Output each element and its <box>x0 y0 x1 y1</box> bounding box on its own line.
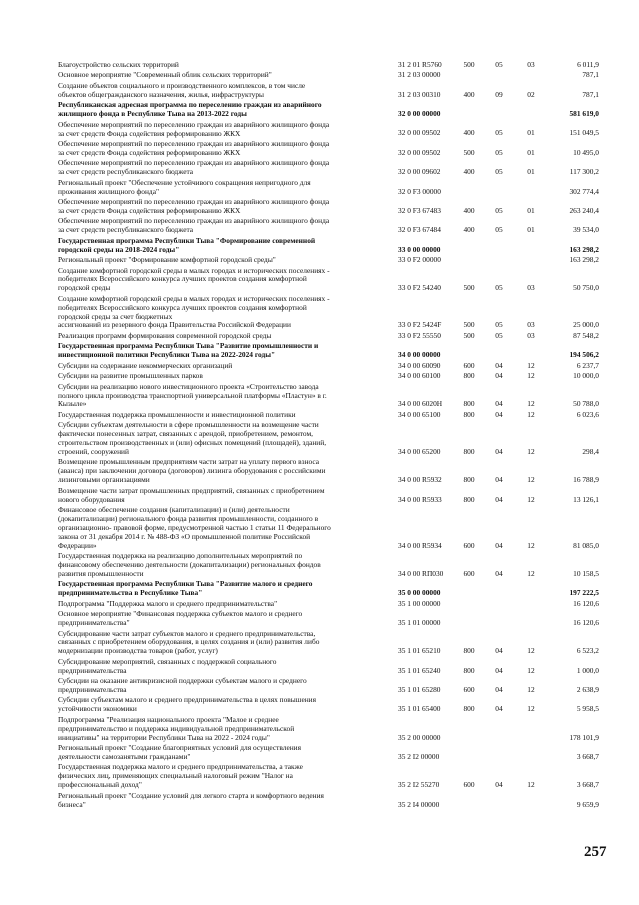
row-subsection: 12 <box>527 399 535 409</box>
row-code: 32 0 F3 67483 <box>398 205 441 215</box>
table-row <box>0 267 639 294</box>
row-name <box>58 658 391 676</box>
row-code: 35 2 I2 55270 <box>398 780 440 790</box>
row-expense-type: 800 <box>463 371 475 381</box>
row-section: 09 <box>495 89 503 99</box>
row-name-line: Государственная программа Республики Тыва "Развитие промышленности и <box>58 341 319 351</box>
row-name <box>58 140 391 158</box>
row-name-line: предпринимательства" <box>58 618 130 628</box>
row-name <box>58 362 391 371</box>
row-name-line: закона от 31 декабря 2014 г. № 488-ФЗ «О промышленной политике Российской <box>58 531 311 541</box>
row-code: 35 1 01 00000 <box>398 618 441 628</box>
row-name <box>58 101 391 119</box>
row-expense-type: 400 <box>463 89 475 99</box>
row-sum: 50 788,0 <box>573 399 599 409</box>
row-name-line: строений, сооружений <box>58 447 129 457</box>
row-section: 05 <box>495 60 503 69</box>
row-section: 05 <box>495 320 503 330</box>
row-name <box>58 82 391 100</box>
row-subsection: 12 <box>527 540 535 550</box>
row-name-line: нового оборудования <box>58 494 125 504</box>
table-row <box>0 658 639 676</box>
row-name <box>58 600 391 609</box>
row-code: 31 2 03 00310 <box>398 89 441 99</box>
row-name-line: Субсидии на развитие промышленных парков <box>58 371 203 381</box>
row-expense-type: 500 <box>463 60 475 69</box>
row-name-line: Создание комфортной городской среды в малых городах и исторических поселениях - <box>58 293 330 303</box>
row-name <box>58 744 391 762</box>
row-name-line: за счет средств Фонда содействия реформированию ЖКХ <box>58 128 241 138</box>
row-name <box>58 763 391 790</box>
row-expense-type: 800 <box>463 704 475 714</box>
row-code: 34 0 00 65100 <box>398 409 441 419</box>
row-name <box>58 179 391 197</box>
row-name <box>58 61 391 70</box>
row-name-line: объектов общегражданского назначения, жилья, инфраструктуры <box>58 89 265 99</box>
row-code: 32 0 F3 00000 <box>398 186 441 196</box>
row-name-line: строительством производственных и (или) офисных помещений (площадей), зданий, <box>58 438 327 448</box>
row-sum: 9 659,9 <box>576 799 599 809</box>
row-name-line: Государственная поддержка малого и среднего предпринимательства, а также <box>58 762 303 772</box>
row-name <box>58 372 391 381</box>
table-row <box>0 332 639 341</box>
row-code: 34 0 00 6020Н <box>398 399 443 409</box>
row-name-line: устойчивости экономики <box>58 704 137 714</box>
row-name-line: инвестиционной политики Республики Тыва на 2022-2024 годы" <box>58 350 276 360</box>
row-name <box>58 506 391 551</box>
row-section: 04 <box>495 494 503 504</box>
page-number: 257 <box>584 844 607 860</box>
row-name-line: организационно- правовой форме, предусмотренной частью 1 статьи 11 Федерального <box>58 522 331 532</box>
row-sum: 16 120,6 <box>573 598 599 608</box>
table-row <box>0 610 639 628</box>
row-code: 32 0 00 09602 <box>398 167 441 177</box>
row-name <box>58 121 391 139</box>
row-code: 34 0 00 RП030 <box>398 568 444 578</box>
row-sum: 50 750,0 <box>573 283 599 293</box>
row-section: 05 <box>495 205 503 215</box>
row-name <box>58 332 391 341</box>
row-name-line: Региональный проект "Создание благоприятных условий для осуществления <box>58 743 302 753</box>
row-expense-type: 600 <box>463 568 475 578</box>
table-row <box>0 61 639 70</box>
row-name-line: фактически понесенных затрат, связанных с арендой, приобретением, ремонтом, <box>58 429 313 439</box>
row-name <box>58 159 391 177</box>
row-code: 32 0 00 00000 <box>398 109 441 119</box>
row-code: 35 2 00 00000 <box>398 732 441 742</box>
row-code: 31 2 01 R5760 <box>398 60 442 69</box>
row-code: 34 0 00 R5932 <box>398 475 442 485</box>
row-code: 31 2 03 00000 <box>398 70 441 80</box>
row-section: 05 <box>495 330 503 340</box>
row-subsection: 12 <box>527 371 535 381</box>
row-sum: 10 158,5 <box>573 568 599 578</box>
row-subsection: 12 <box>527 409 535 419</box>
table-row <box>0 600 639 609</box>
row-name <box>58 256 391 265</box>
row-name-line: (аванса) при заключении договора (договоров) лизинга оборудования с российскими <box>58 466 326 476</box>
row-expense-type: 600 <box>463 540 475 550</box>
row-name <box>58 458 391 485</box>
table-row <box>0 677 639 695</box>
row-expense-type: 800 <box>463 665 475 675</box>
row-section: 04 <box>495 399 503 409</box>
row-section: 04 <box>495 540 503 550</box>
row-subsection: 03 <box>527 60 535 69</box>
row-name-line: Подпрограмма "Реализация национального проекта "Малое и среднее <box>58 714 279 724</box>
row-code: 35 1 01 65400 <box>398 704 441 714</box>
row-name-line: проживания жилищного фонда" <box>58 186 159 196</box>
row-code: 35 1 01 65240 <box>398 665 441 675</box>
row-code: 33 0 F2 54240 <box>398 283 441 293</box>
row-expense-type: 500 <box>463 283 475 293</box>
row-sum: 2 638,9 <box>576 684 599 694</box>
row-name-line: Субсидирование мероприятий, связанных с поддержкой социального <box>58 656 277 666</box>
row-name <box>58 217 391 235</box>
row-name-line: Основное мероприятие "Финансовая поддержка субъектов малого и среднего <box>58 609 303 619</box>
row-code: 35 1 01 65210 <box>398 646 441 656</box>
row-sum: 6 023,6 <box>576 409 599 419</box>
table-row <box>0 487 639 505</box>
row-name-line: за счет средств Фонда содействия реформированию ЖКХ <box>58 205 241 215</box>
row-section: 05 <box>495 167 503 177</box>
row-expense-type: 500 <box>463 320 475 330</box>
row-code: 33 0 00 00000 <box>398 244 441 254</box>
row-expense-type: 400 <box>463 167 475 177</box>
table-row <box>0 630 639 657</box>
row-sum: 151 049,5 <box>569 128 599 138</box>
row-code: 32 0 00 09502 <box>398 147 441 157</box>
row-name-line: Создание комфортной городской среды в малых городах и исторических поселениях - <box>58 265 330 275</box>
row-sum: 178 101,9 <box>569 732 599 742</box>
row-name-line: Государственная поддержка на реализацию дополнительных мероприятий по <box>58 551 303 561</box>
row-code: 33 0 F2 00000 <box>398 255 441 265</box>
row-name-line: Обеспечение мероприятий по переселению граждан из аварийного жилищного фонда <box>58 197 330 206</box>
table-row <box>0 71 639 80</box>
row-section: 04 <box>495 568 503 578</box>
row-sum: 81 085,0 <box>573 540 599 550</box>
table-row <box>0 140 639 158</box>
row-expense-type: 800 <box>463 494 475 504</box>
row-name <box>58 421 391 457</box>
row-sum: 194 506,2 <box>569 350 599 360</box>
table-row <box>0 383 639 410</box>
row-code: 34 0 00 00000 <box>398 350 441 360</box>
row-name-line: деятельности самозанятыми гражданами" <box>58 751 191 761</box>
row-name <box>58 198 391 216</box>
row-name <box>58 792 391 810</box>
row-name <box>58 610 391 628</box>
row-subsection: 03 <box>527 330 535 340</box>
row-sum: 3 668,7 <box>576 780 599 790</box>
row-name <box>58 342 391 360</box>
row-name-line: Финансовое обеспечение создания (капитализации) и (или) деятельности <box>58 505 290 515</box>
row-name-line: городской среды <box>58 283 111 293</box>
row-name-line: бизнеса" <box>58 799 86 809</box>
row-section: 04 <box>495 371 503 381</box>
row-section: 04 <box>495 360 503 370</box>
row-section: 04 <box>495 475 503 485</box>
table-row <box>0 716 639 743</box>
row-name-line: Государственная программа Республики Тыва "Развитие малого и среднего <box>58 579 313 589</box>
row-name-line: за счет средств республиканского бюджета <box>58 167 194 177</box>
row-name <box>58 267 391 294</box>
row-subsection: 03 <box>527 320 535 330</box>
row-code: 35 2 I2 00000 <box>398 751 440 761</box>
row-subsection: 12 <box>527 684 535 694</box>
row-sum: 87 548,2 <box>573 330 599 340</box>
row-subsection: 01 <box>527 128 535 138</box>
row-name-line: модернизации производства товаров (работ, услуг) <box>58 646 218 656</box>
row-name-line: финансовому обеспечению деятельности (докапитализации) региональных фондов <box>58 560 321 569</box>
row-expense-type: 800 <box>463 399 475 409</box>
row-sum: 163 298,2 <box>569 244 599 254</box>
table-row <box>0 82 639 100</box>
table-row <box>0 159 639 177</box>
row-sum: 163 298,2 <box>569 255 599 265</box>
row-expense-type: 800 <box>463 475 475 485</box>
row-name-line: Региональный проект "Обеспечение устойчивого сокращения непригодного для <box>58 177 311 187</box>
row-name-line: лизинговыми организациями <box>58 475 150 485</box>
row-code: 34 0 00 R5934 <box>398 540 442 550</box>
row-sum: 1 000,0 <box>576 665 599 675</box>
row-sum: 6 523,2 <box>576 646 599 656</box>
table-row <box>0 411 639 420</box>
table-row <box>0 237 639 255</box>
row-code: 33 0 F2 5424F <box>398 320 442 330</box>
row-code: 34 0 00 60100 <box>398 371 441 381</box>
table-row <box>0 256 639 265</box>
row-name <box>58 237 391 255</box>
table-row <box>0 121 639 139</box>
row-name-line: Республиканская адресная программа по переселению граждан из аварийного <box>58 100 322 110</box>
row-name <box>58 716 391 743</box>
row-name-line: Основное мероприятие "Современный облик сельских территорий" <box>58 70 272 80</box>
row-name <box>58 677 391 695</box>
row-name-line: Федерации» <box>58 540 97 550</box>
row-sum: 581 619,0 <box>569 109 599 119</box>
row-name-line: городской среды за счет бюджетных <box>58 311 173 321</box>
row-name-line: Субсидии субъектам деятельности в сфере промышленности на возмещение части <box>58 420 319 430</box>
row-name-line: Создание объектов социального и производственного комплексов, в том числе <box>58 80 306 90</box>
row-code: 33 0 F2 55550 <box>398 330 441 340</box>
row-subsection: 12 <box>527 475 535 485</box>
row-name-line: связанных с приобретением оборудования, в целях создания и (или) развития либо <box>58 637 320 647</box>
row-name-line: Обеспечение мероприятий по переселению граждан из аварийного жилищного фонда <box>58 216 330 226</box>
row-name-line: Субсидии субъектам малого и среднего предпринимательства в целях повышения <box>58 695 317 705</box>
row-code: 32 0 F3 67484 <box>398 225 441 235</box>
row-name-line: Благоустройство сельских территорий <box>58 60 179 69</box>
row-section: 04 <box>495 780 503 790</box>
row-sum: 117 300,2 <box>569 167 599 177</box>
row-code: 34 0 00 65200 <box>398 446 441 456</box>
table-row <box>0 362 639 371</box>
row-sum: 6 011,9 <box>577 60 599 69</box>
row-expense-type: 800 <box>463 646 475 656</box>
row-subsection: 12 <box>527 780 535 790</box>
row-name-line: Обеспечение мероприятий по переселению граждан из аварийного жилищного фонда <box>58 138 330 148</box>
row-name-line: Субсидии на содержание некоммерческих организаций <box>58 360 233 370</box>
row-sum: 13 126,1 <box>573 494 599 504</box>
row-code: 32 0 00 09502 <box>398 128 441 138</box>
row-subsection: 12 <box>527 646 535 656</box>
row-section: 04 <box>495 704 503 714</box>
row-section: 05 <box>495 283 503 293</box>
row-code: 35 0 00 00000 <box>398 588 441 598</box>
row-expense-type: 400 <box>463 225 475 235</box>
row-subsection: 01 <box>527 205 535 215</box>
row-name <box>58 411 391 420</box>
table-row <box>0 580 639 598</box>
row-sum: 25 000,0 <box>573 320 599 330</box>
row-expense-type: 400 <box>463 205 475 215</box>
row-sum: 16 120,6 <box>573 618 599 628</box>
table-row <box>0 342 639 360</box>
row-sum: 5 958,5 <box>576 704 599 714</box>
row-name-line: Обеспечение мероприятий по переселению граждан из аварийного жилищного фонда <box>58 119 330 129</box>
row-sum: 197 222,5 <box>569 588 599 598</box>
row-subsection: 01 <box>527 225 535 235</box>
row-name <box>58 552 391 579</box>
row-name-line: городской среды на 2018-2024 годы" <box>58 244 180 254</box>
row-subsection: 12 <box>527 494 535 504</box>
row-name-line: (докапитализации) регионального фонда развития промышленности, созданного в <box>58 513 319 523</box>
row-name-line: Региональный проект "Создание условий для легкого старта и комфортного ведения <box>58 790 324 800</box>
row-expense-type: 800 <box>463 446 475 456</box>
row-section: 05 <box>495 147 503 157</box>
table-row <box>0 696 639 714</box>
row-sum: 16 788,9 <box>573 475 599 485</box>
row-name <box>58 630 391 657</box>
table-row <box>0 217 639 235</box>
row-name-line: предпринимательство и поддержка индивидуальной предпринимательской <box>58 723 295 733</box>
row-section: 04 <box>495 646 503 656</box>
row-sum: 263 240,4 <box>569 205 599 215</box>
row-code: 34 0 00 60090 <box>398 360 441 370</box>
row-name-line: за счет средств республиканского бюджета <box>58 225 194 235</box>
table-row <box>0 552 639 579</box>
row-subsection: 03 <box>527 283 535 293</box>
row-name-line: предпринимательства <box>58 665 127 675</box>
row-expense-type: 500 <box>463 147 475 157</box>
row-name-line: Кызыле» <box>58 399 87 409</box>
row-name-line: предпринимательства <box>58 685 127 694</box>
row-name-line: предпринимательства в Республике Тыва" <box>58 588 203 598</box>
table-row <box>0 295 639 331</box>
row-sum: 787,1 <box>582 70 599 80</box>
row-section: 04 <box>495 409 503 419</box>
row-expense-type: 600 <box>463 360 475 370</box>
row-sum: 302 774,4 <box>569 186 599 196</box>
table-row <box>0 744 639 762</box>
table-row <box>0 458 639 485</box>
row-sum: 10 495,0 <box>573 147 599 157</box>
row-name-line: развития промышленности <box>58 568 144 578</box>
table-row <box>0 101 639 119</box>
row-name-line: Субсидии на реализацию нового инвестиционного проекта «Строительство завода <box>58 381 319 391</box>
row-subsection: 02 <box>527 89 535 99</box>
row-sum: 10 000,0 <box>573 371 599 381</box>
row-name-line: профессиональный доход" <box>58 780 142 790</box>
table-row <box>0 421 639 457</box>
row-section: 05 <box>495 128 503 138</box>
row-name-line: ассигнований из резервного фонда Правительства Российской Федерации <box>58 320 291 330</box>
row-subsection: 12 <box>527 665 535 675</box>
table-row <box>0 506 639 551</box>
row-sum: 3 668,7 <box>576 751 599 761</box>
row-name-line: Реализация программ формирования современной городской среды <box>58 330 272 340</box>
row-sum: 787,1 <box>582 89 599 99</box>
row-subsection: 12 <box>527 446 535 456</box>
row-section: 05 <box>495 225 503 235</box>
row-name-line: жилищного фонда в Республике Тыва на 2013-2022 годы <box>58 109 247 119</box>
row-subsection: 01 <box>527 147 535 157</box>
row-code: 35 2 I4 00000 <box>398 799 440 809</box>
row-expense-type: 600 <box>463 684 475 694</box>
row-name-line: Подпрограмма "Поддержка малого и среднего предпринимательства" <box>58 598 278 608</box>
row-subsection: 01 <box>527 167 535 177</box>
row-name-line: победителях Всероссийского конкурса лучших проектов создания комфортной <box>58 302 307 312</box>
row-expense-type: 800 <box>463 409 475 419</box>
row-sum: 39 534,0 <box>573 225 599 235</box>
table-row <box>0 372 639 381</box>
row-code: 34 0 00 R5933 <box>398 494 442 504</box>
row-code: 35 1 01 65280 <box>398 684 441 694</box>
row-name <box>58 383 391 410</box>
row-name-line: физических лиц, применяющих специальный налоговый режим "Налог на <box>58 771 293 781</box>
row-subsection: 12 <box>527 704 535 714</box>
row-subsection: 12 <box>527 568 535 578</box>
row-section: 04 <box>495 684 503 694</box>
row-name-line: полного цикла производства транспортной универсальной платформы «Пластун» в г. <box>58 390 327 400</box>
row-expense-type: 400 <box>463 128 475 138</box>
row-name <box>58 487 391 505</box>
row-name-line: инициативы" на территории Республики Тыва на 2022 - 2024 годы" <box>58 732 270 742</box>
row-name-line: Возмещение промышленным предприятиям части затрат на уплату первого взноса <box>58 457 320 467</box>
row-name <box>58 71 391 80</box>
row-name <box>58 295 391 331</box>
row-name-line: Региональный проект "Формирование комфортной городской среды" <box>58 255 276 265</box>
row-expense-type: 600 <box>463 780 475 790</box>
table-row <box>0 198 639 216</box>
table-row <box>0 792 639 810</box>
row-code: 35 1 00 00000 <box>398 598 441 608</box>
row-section: 04 <box>495 446 503 456</box>
row-name-line: Обеспечение мероприятий по переселению граждан из аварийного жилищного фонда <box>58 158 330 168</box>
table-row <box>0 763 639 790</box>
row-name-line: Субсидии на оказание антикризисной поддержки субъектам малого и среднего <box>58 676 307 686</box>
row-name-line: Государственная программа Республики Тыва "Формирование современной <box>58 235 316 245</box>
row-name-line: Государственная поддержка промышленности и инвестиционной политики <box>58 409 296 419</box>
table-row <box>0 179 639 197</box>
row-name-line: Возмещение части затрат промышленных предприятий, связанных с приобретением <box>58 485 325 495</box>
row-sum: 6 237,7 <box>576 360 599 370</box>
row-subsection: 12 <box>527 360 535 370</box>
row-sum: 298,4 <box>582 446 599 456</box>
row-name <box>58 696 391 714</box>
row-name-line: победителях Всероссийского конкурса лучших проектов создания комфортной <box>58 274 307 284</box>
row-name-line: Субсидирование части затрат субъектов малого и среднего предпринимательства, <box>58 628 316 638</box>
row-section: 04 <box>495 665 503 675</box>
row-name-line: за счет средств Фонда содействия реформированию ЖКХ <box>58 147 241 157</box>
row-name <box>58 580 391 598</box>
row-expense-type: 500 <box>463 330 475 340</box>
